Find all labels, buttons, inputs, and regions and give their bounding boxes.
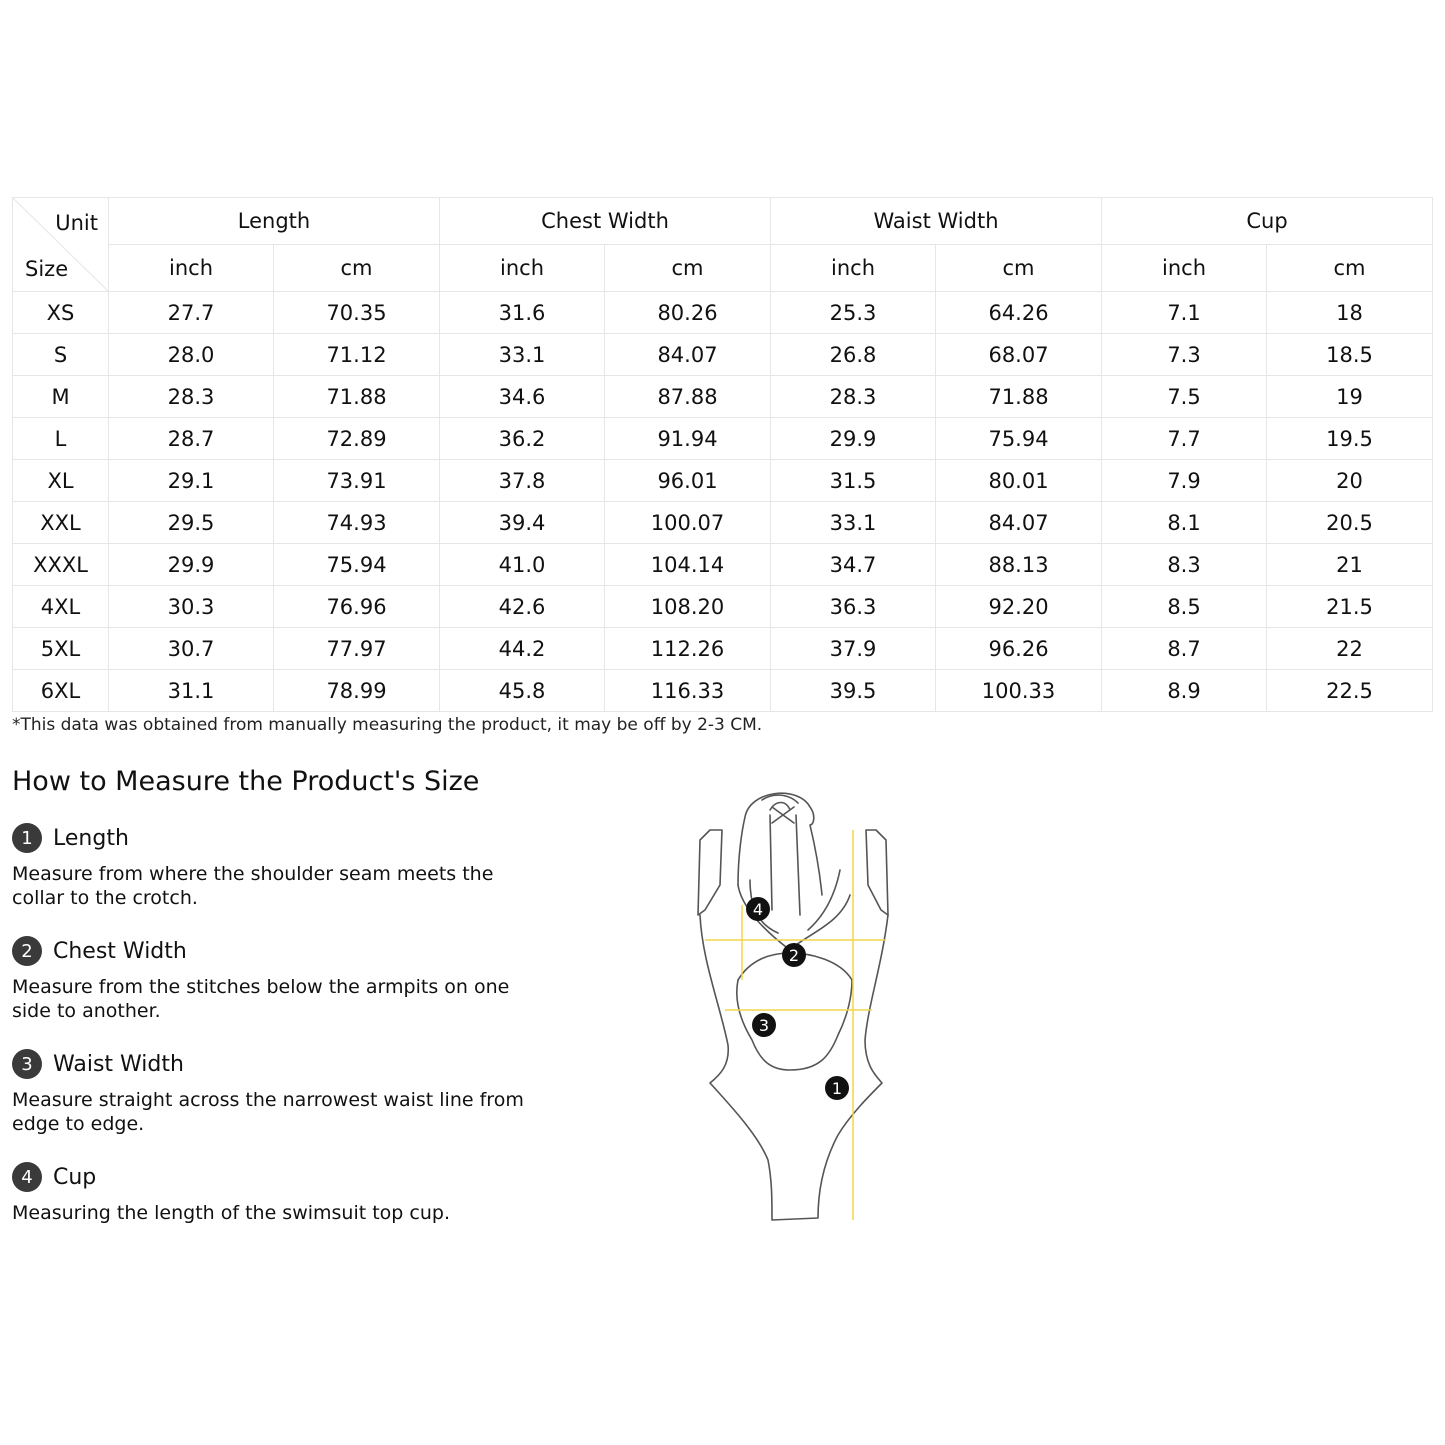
value-cell: 68.07 bbox=[936, 334, 1102, 376]
step-description: Measuring the length of the swimsuit top cup. bbox=[12, 1202, 450, 1224]
value-cell: 100.33 bbox=[936, 670, 1102, 712]
unit-header: inch bbox=[1102, 245, 1267, 292]
size-cell: XXL bbox=[13, 502, 109, 544]
value-cell: 8.9 bbox=[1102, 670, 1267, 712]
value-cell: 26.8 bbox=[771, 334, 936, 376]
size-cell: L bbox=[13, 418, 109, 460]
value-cell: 28.3 bbox=[109, 376, 274, 418]
step-number-badge: 4 bbox=[12, 1162, 42, 1192]
value-cell: 20.5 bbox=[1267, 502, 1433, 544]
howto-title: How to Measure the Product's Size bbox=[12, 766, 480, 797]
unit-label: Unit bbox=[55, 211, 98, 235]
value-cell: 73.91 bbox=[274, 460, 440, 502]
step-cup bbox=[12, 1161, 532, 1225]
value-cell: 84.07 bbox=[936, 502, 1102, 544]
value-cell: 42.6 bbox=[440, 586, 605, 628]
value-cell: 22.5 bbox=[1267, 670, 1433, 712]
step-description: Measure from where the shoulder seam meets the collar to the crotch. bbox=[12, 863, 494, 909]
value-cell: 22 bbox=[1267, 628, 1433, 670]
value-cell: 36.2 bbox=[440, 418, 605, 460]
value-cell: 29.9 bbox=[109, 544, 274, 586]
value-cell: 71.88 bbox=[274, 376, 440, 418]
value-cell: 31.6 bbox=[440, 292, 605, 334]
value-cell: 33.1 bbox=[440, 334, 605, 376]
value-cell: 34.7 bbox=[771, 544, 936, 586]
value-cell: 64.26 bbox=[936, 292, 1102, 334]
step-number-badge: 1 bbox=[12, 823, 42, 853]
value-cell: 31.5 bbox=[771, 460, 936, 502]
table-row bbox=[13, 376, 1433, 418]
value-cell: 92.20 bbox=[936, 586, 1102, 628]
size-cell: M bbox=[13, 376, 109, 418]
value-cell: 96.26 bbox=[936, 628, 1102, 670]
size-cell: XS bbox=[13, 292, 109, 334]
table-row bbox=[13, 544, 1433, 586]
marker-3 bbox=[752, 1013, 776, 1037]
marker-label: 3 bbox=[758, 1016, 770, 1035]
table-row bbox=[13, 670, 1433, 712]
unit-header: cm bbox=[936, 245, 1102, 292]
value-cell: 7.9 bbox=[1102, 460, 1267, 502]
size-cell: 4XL bbox=[13, 586, 109, 628]
value-cell: 36.3 bbox=[771, 586, 936, 628]
marker-2 bbox=[782, 943, 806, 967]
table-row bbox=[13, 334, 1433, 376]
marker-4 bbox=[746, 897, 770, 921]
value-cell: 80.26 bbox=[605, 292, 771, 334]
value-cell: 21 bbox=[1267, 544, 1433, 586]
table-row bbox=[13, 460, 1433, 502]
value-cell: 76.96 bbox=[274, 586, 440, 628]
value-cell: 8.5 bbox=[1102, 586, 1267, 628]
value-cell: 88.13 bbox=[936, 544, 1102, 586]
value-cell: 71.12 bbox=[274, 334, 440, 376]
value-cell: 45.8 bbox=[440, 670, 605, 712]
value-cell: 116.33 bbox=[605, 670, 771, 712]
value-cell: 39.5 bbox=[771, 670, 936, 712]
value-cell: 7.7 bbox=[1102, 418, 1267, 460]
value-cell: 31.1 bbox=[109, 670, 274, 712]
value-cell: 28.7 bbox=[109, 418, 274, 460]
value-cell: 37.8 bbox=[440, 460, 605, 502]
value-cell: 104.14 bbox=[605, 544, 771, 586]
swimsuit-diagram bbox=[690, 785, 900, 1230]
value-cell: 37.9 bbox=[771, 628, 936, 670]
step-chest-width bbox=[12, 935, 532, 1023]
value-cell: 19.5 bbox=[1267, 418, 1433, 460]
group-header-chest-width: Chest Width bbox=[440, 198, 771, 245]
value-cell: 100.07 bbox=[605, 502, 771, 544]
value-cell: 18.5 bbox=[1267, 334, 1433, 376]
marker-label: 2 bbox=[788, 946, 800, 965]
unit-header: inch bbox=[109, 245, 274, 292]
value-cell: 27.7 bbox=[109, 292, 274, 334]
unit-header: cm bbox=[1267, 245, 1433, 292]
marker-label: 4 bbox=[752, 900, 764, 919]
step-number-badge: 2 bbox=[12, 936, 42, 966]
value-cell: 29.9 bbox=[771, 418, 936, 460]
value-cell: 87.88 bbox=[605, 376, 771, 418]
value-cell: 96.01 bbox=[605, 460, 771, 502]
unit-header: inch bbox=[771, 245, 936, 292]
step-title: Length bbox=[53, 825, 129, 851]
value-cell: 20 bbox=[1267, 460, 1433, 502]
value-cell: 30.7 bbox=[109, 628, 274, 670]
value-cell: 41.0 bbox=[440, 544, 605, 586]
value-cell: 29.1 bbox=[109, 460, 274, 502]
value-cell: 74.93 bbox=[274, 502, 440, 544]
step-title: Chest Width bbox=[53, 938, 187, 964]
swimsuit-outline bbox=[698, 793, 888, 1220]
value-cell: 21.5 bbox=[1267, 586, 1433, 628]
table-row bbox=[13, 418, 1433, 460]
group-header-length: Length bbox=[109, 198, 440, 245]
value-cell: 75.94 bbox=[936, 418, 1102, 460]
size-cell: 5XL bbox=[13, 628, 109, 670]
value-cell: 7.3 bbox=[1102, 334, 1267, 376]
value-cell: 91.94 bbox=[605, 418, 771, 460]
corner-header bbox=[13, 198, 109, 292]
value-cell: 34.6 bbox=[440, 376, 605, 418]
value-cell: 25.3 bbox=[771, 292, 936, 334]
step-description: Measure from the stitches below the armpits on one side to another. bbox=[12, 976, 510, 1022]
value-cell: 39.4 bbox=[440, 502, 605, 544]
measurement-lines bbox=[705, 830, 886, 1220]
size-cell: 6XL bbox=[13, 670, 109, 712]
value-cell: 28.3 bbox=[771, 376, 936, 418]
value-cell: 112.26 bbox=[605, 628, 771, 670]
size-cell: XXXL bbox=[13, 544, 109, 586]
value-cell: 18 bbox=[1267, 292, 1433, 334]
table-row bbox=[13, 502, 1433, 544]
step-waist-width bbox=[12, 1048, 532, 1136]
table-row bbox=[13, 292, 1433, 334]
unit-header: cm bbox=[274, 245, 440, 292]
value-cell: 70.35 bbox=[274, 292, 440, 334]
value-cell: 75.94 bbox=[274, 544, 440, 586]
value-cell: 77.97 bbox=[274, 628, 440, 670]
table-row bbox=[13, 628, 1433, 670]
step-title: Waist Width bbox=[53, 1051, 184, 1077]
size-cell: XL bbox=[13, 460, 109, 502]
table-row bbox=[13, 586, 1433, 628]
value-cell: 7.1 bbox=[1102, 292, 1267, 334]
value-cell: 44.2 bbox=[440, 628, 605, 670]
step-description: Measure straight across the narrowest waist line from edge to edge. bbox=[12, 1089, 524, 1135]
value-cell: 8.1 bbox=[1102, 502, 1267, 544]
value-cell: 19 bbox=[1267, 376, 1433, 418]
value-cell: 33.1 bbox=[771, 502, 936, 544]
step-title: Cup bbox=[53, 1164, 97, 1190]
step-length bbox=[12, 822, 532, 910]
value-cell: 8.3 bbox=[1102, 544, 1267, 586]
group-header-waist-width: Waist Width bbox=[771, 198, 1102, 245]
measurement-note: *This data was obtained from manually measuring the product, it may be off by 2-3 CM. bbox=[12, 715, 763, 735]
value-cell: 84.07 bbox=[605, 334, 771, 376]
value-cell: 7.5 bbox=[1102, 376, 1267, 418]
marker-label: 1 bbox=[831, 1079, 843, 1098]
group-header-cup: Cup bbox=[1102, 198, 1433, 245]
value-cell: 72.89 bbox=[274, 418, 440, 460]
unit-header: inch bbox=[440, 245, 605, 292]
value-cell: 8.7 bbox=[1102, 628, 1267, 670]
value-cell: 108.20 bbox=[605, 586, 771, 628]
value-cell: 71.88 bbox=[936, 376, 1102, 418]
value-cell: 80.01 bbox=[936, 460, 1102, 502]
unit-header: cm bbox=[605, 245, 771, 292]
value-cell: 28.0 bbox=[109, 334, 274, 376]
size-cell: S bbox=[13, 334, 109, 376]
size-label: Size bbox=[25, 257, 69, 281]
size-chart-table bbox=[12, 197, 1433, 712]
marker-1 bbox=[825, 1076, 849, 1100]
value-cell: 30.3 bbox=[109, 586, 274, 628]
step-number-badge: 3 bbox=[12, 1049, 42, 1079]
value-cell: 29.5 bbox=[109, 502, 274, 544]
value-cell: 78.99 bbox=[274, 670, 440, 712]
